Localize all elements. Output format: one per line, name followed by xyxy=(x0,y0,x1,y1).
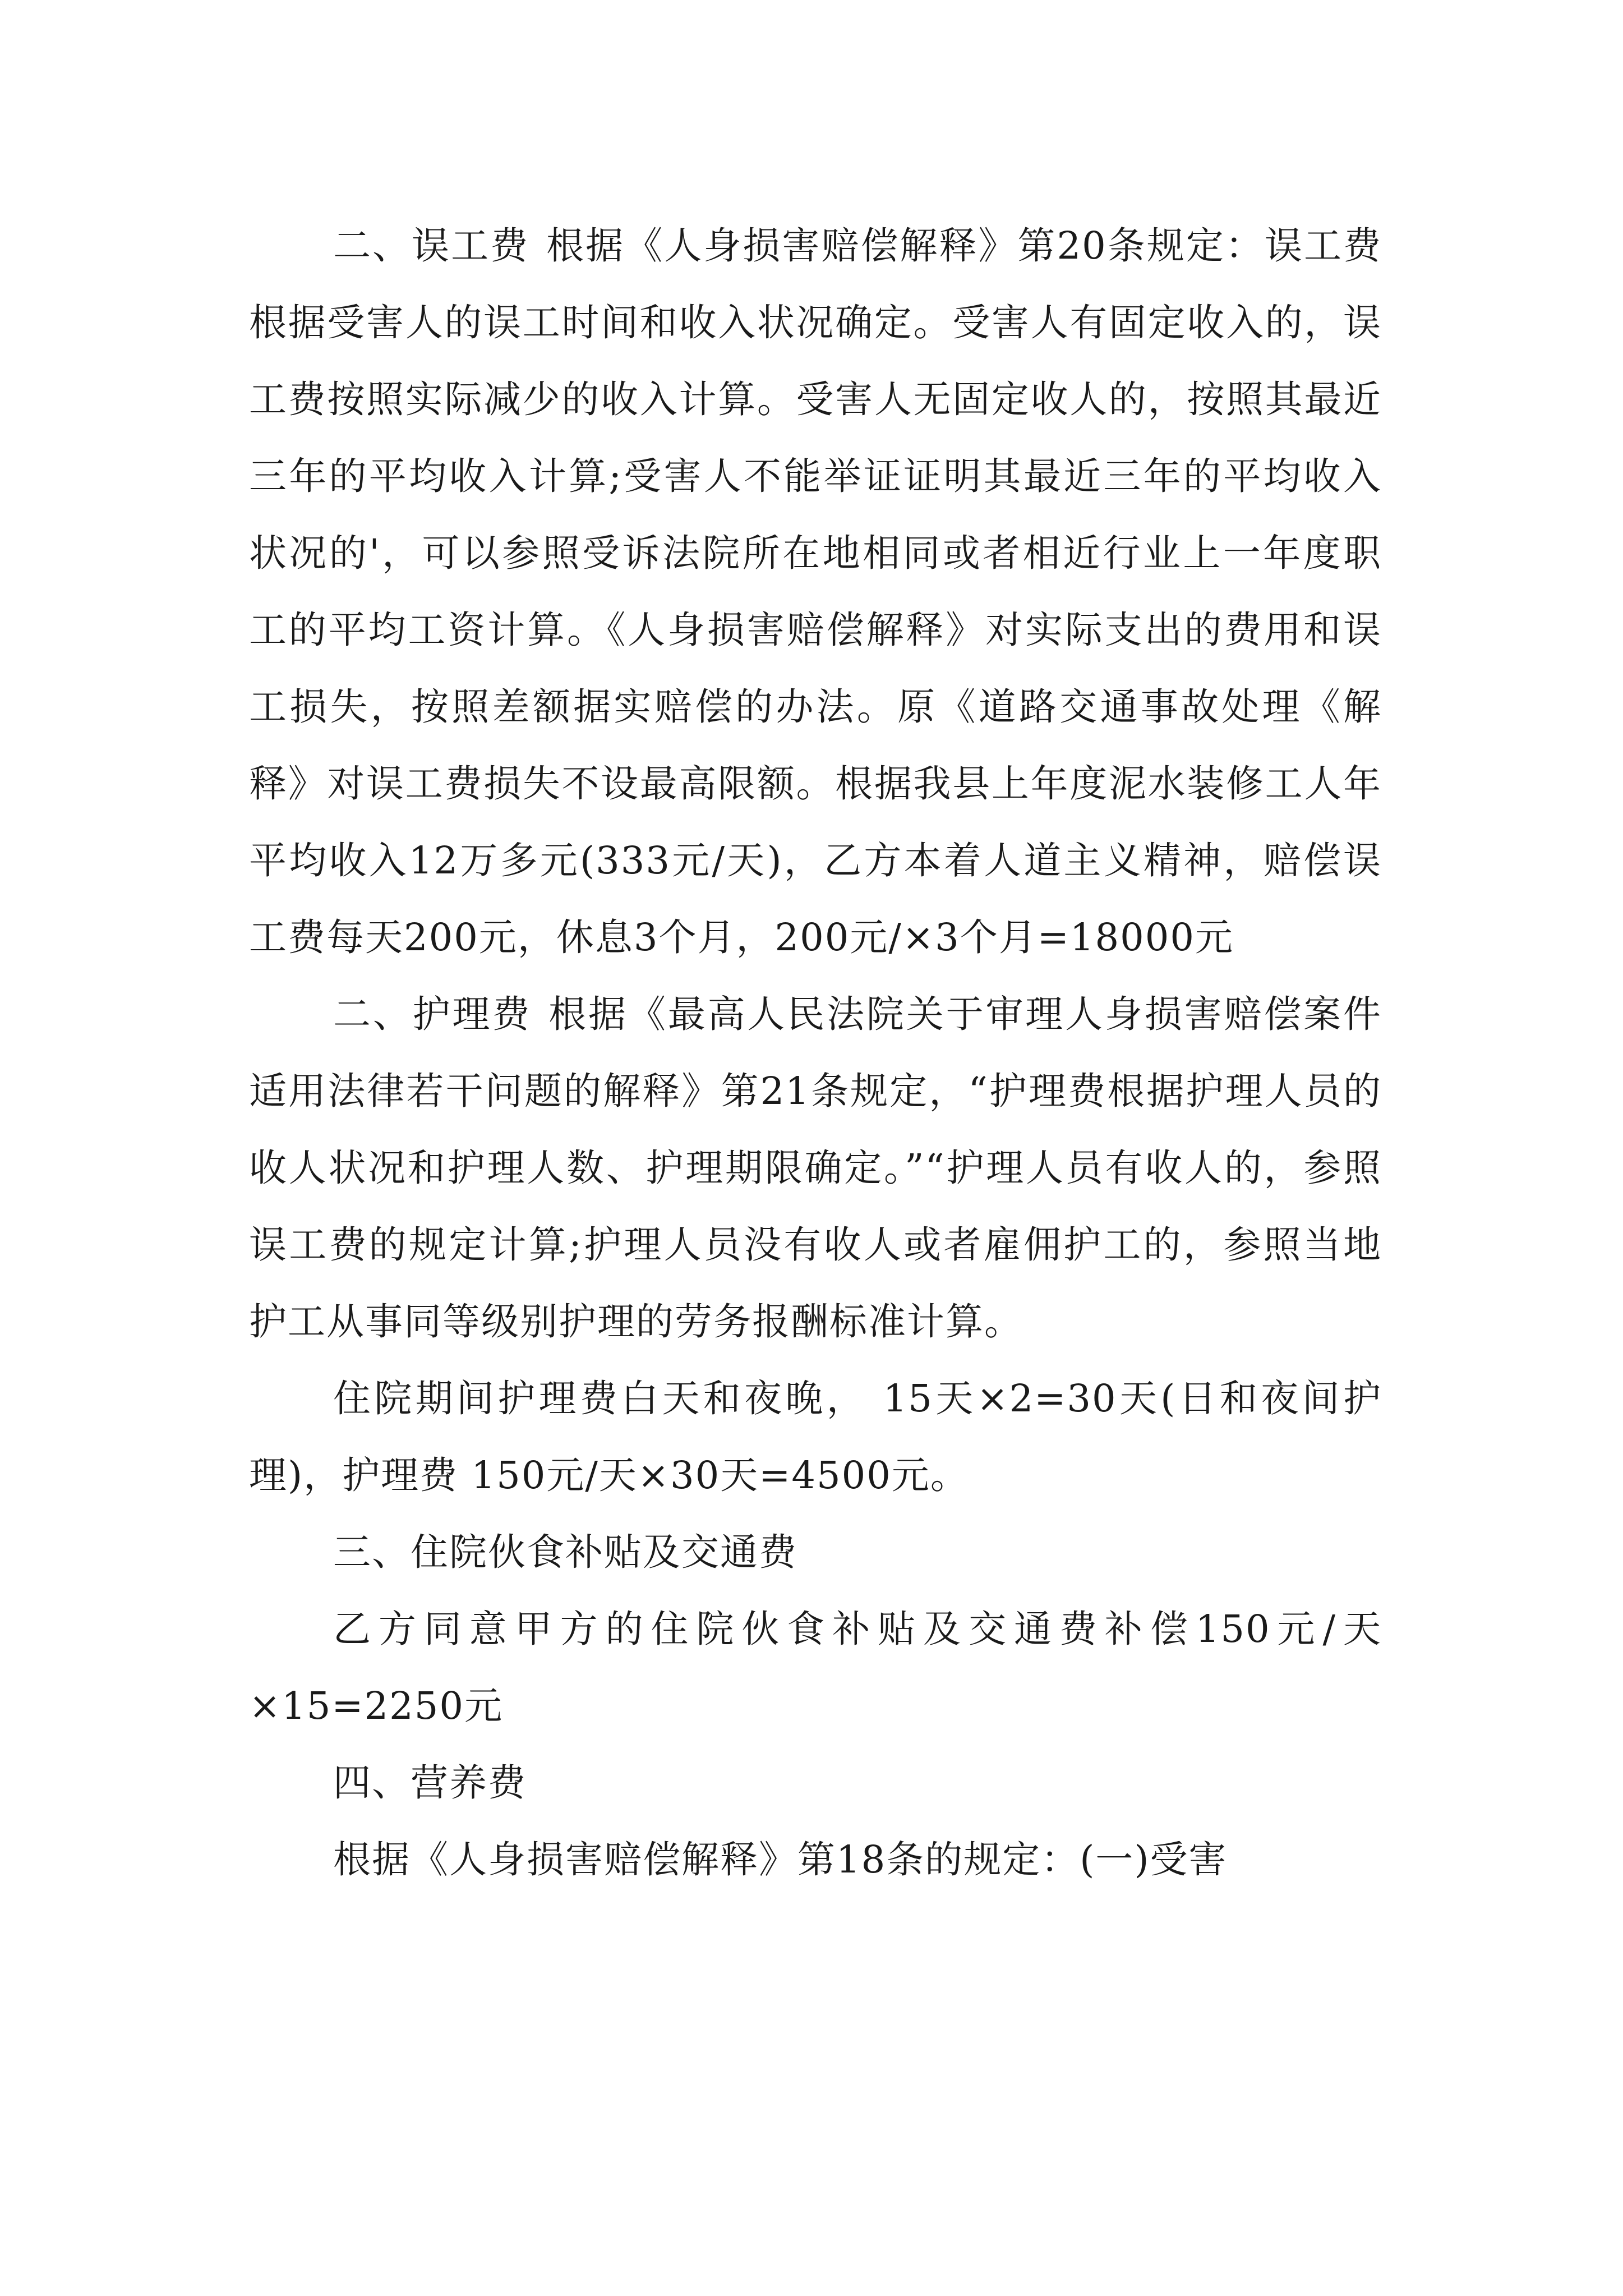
paragraph-nursing-fee-text: 根据《最高人民法院关于审理人身损害赔偿案件适用法律若干问题的解释》第21条规定，“护理费根据护理人员的收人状况和护理人数、护理期限确定。”“护理人员有收人的，参照误工费的规定计算;护理人员没有收人或者雇佣护工的，参照当地护工从事同等级别护理的劳务报酬标准计算。 xyxy=(249,992,1382,1343)
section-heading-lost-wages: 二、误工费 xyxy=(333,224,530,268)
paragraph-hospital-nursing: 住院期间护理费白天和夜晚， 15天×2=30天(日和夜间护理)，护理费 150元/天×30天=4500元。 xyxy=(249,1377,1382,1497)
paragraph-meal-transport: 乙方同意甲方的住院伙食补贴及交通费补偿150元/天×15=2250元 xyxy=(249,1607,1382,1728)
paragraph-lost-wages-text: 根据《人身损害赔偿解释》第20条规定：误工费根据受害人的误工时间和收入状况确定。受害人有固定收入的，误工费按照实际减少的收入计算。受害人无固定收人的，按照其最近三年的平均收入计算;受害人不能举证证明其最近三年的平均收入状况的'，可以参照受诉法院所在地相同或者相近行业上一年度职工的平均工资计算。《人身损害赔偿解释》对实际支出的费用和误工损失，按照差额据实赔偿的办法。原《道路交通事故处理《解释》对误工费损失不设最高限额。根据我县上年度泥水装修工人年平均收入12万多元(333元/天)，乙方本着人道主义精神，赔偿误工费每天200元，休息3个月，200元/×3个月=18000元 xyxy=(249,224,1382,959)
section-heading-nursing-fee: 二、护理费 xyxy=(333,992,532,1036)
section-heading-nutrition: 四、营养费 xyxy=(333,1761,527,1805)
document-body xyxy=(249,208,1382,1898)
paragraph-nursing-fee xyxy=(249,976,1382,1360)
paragraph-nutrition: 根据《人身损害赔偿解释》第18条的规定：(一)受害 xyxy=(333,1838,1228,1881)
section-heading-meal-transport: 三、住院伙食补贴及交通费 xyxy=(333,1530,797,1574)
paragraph-lost-wages xyxy=(249,208,1382,976)
